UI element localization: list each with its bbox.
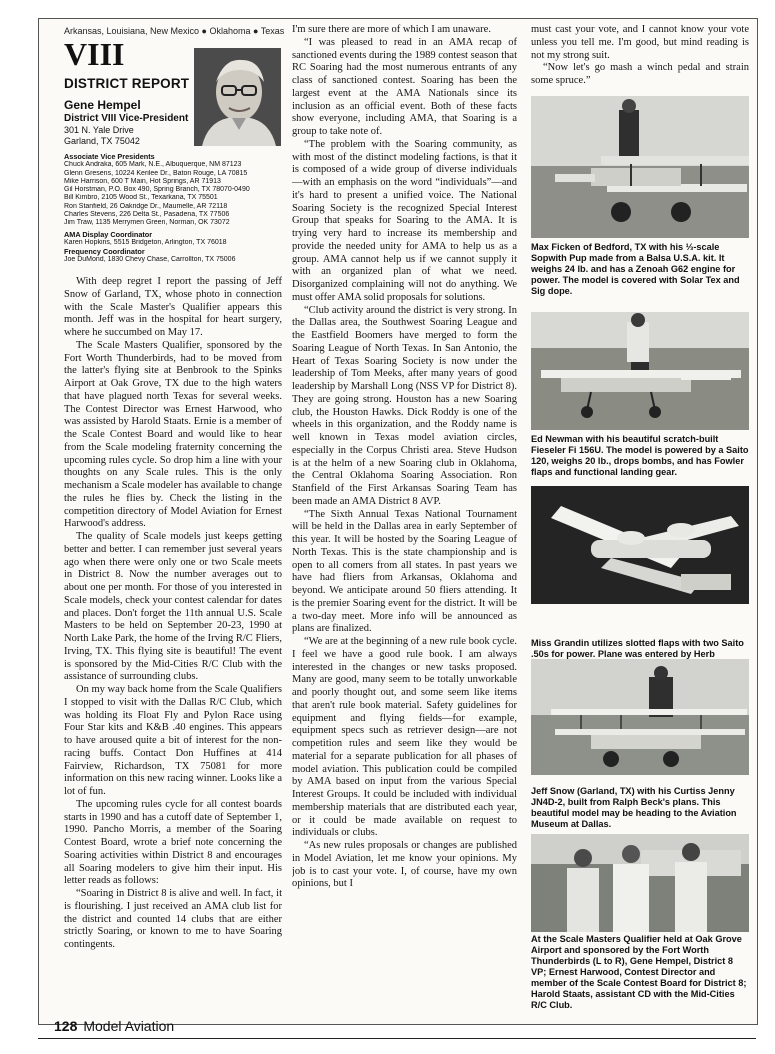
paragraph: With deep regret I report the passing of Jeff Snow of Garland, TX, whose photo in connection with the Scale Master's Qualifier appears this month. Jeff was in the hospital for heart surgery, where he succumbed on May 17. xyxy=(64,276,282,338)
display-coordinator xyxy=(64,231,284,248)
article-column-3 xyxy=(531,24,749,94)
paragraph: “Now let's go mash a winch pedal and strain some spruce.” xyxy=(531,62,749,86)
photo-scale-masters-group xyxy=(531,834,749,932)
display-coordinator-heading: AMA Display Coordinator xyxy=(64,231,153,239)
paragraph: The upcoming rules cycle for all contest boards starts in 1990 and has a cutoff date of September 1, 1990. Pancho Morris, a member of the Soaring Contest Board, wrote a brief note concerning the Soaring activities within District 8 and encourages all Soaring modelers to give him their input. His letter reads as follows: xyxy=(64,798,282,887)
associate-entry: Glenn Gresens, 10224 Kerilee Dr., Baton Rouge, LA 70815 xyxy=(64,169,248,177)
district-states: Arkansas, Louisiana, New Mexico ● Oklahoma ● Texas xyxy=(64,26,285,36)
paragraph: The quality of Scale models just keeps getting better and better. I can remember just several years ago when there were only one or two Scale meets in District 8. Now the number averages out to about one per month. For those of you interested in Scale models, check your contest calendar for dates and places. Don't forget the 11th annual U.S. Scale Masters to be held on September 20-23, 1990 at North Lake Park, the home of the Irving R/C Fliers, Irving, TX. This flying site is beautiful! The event is sponsored by the Mid-Cities R/C Club with the assistance of surrounding clubs. xyxy=(64,531,282,683)
associate-entry: Gil Horstman, P.O. Box 490, Spring Branch, TX 78070-0490 xyxy=(64,186,250,194)
paragraph: “We are at the beginning of a new rule book cycle. I feel we have a good rule book. I am always interested in the changes or new tasks proposed. Many are good, many seem to be totally unworkable and poorly thought out, and some seem like items that aren't rule book material. Safety guidelines for equipment and flying fields—for example, equipment specs such as retriever design—are not competition rules and seem like they would be material for a separate publication for all phases of model aviation. This publication could be compiled by AMA based on input from the various Special Interest Groups. It could be included with individual membership materials that are distributed each year, or it could be made available on request to individuals or clubs. xyxy=(292,636,517,839)
vp-address-line1: 301 N. Yale Drive xyxy=(64,125,134,135)
associate-entry: Mike Harrison, 600 T Main, Hot Springs, AR 71913 xyxy=(64,177,221,185)
article-column-2 xyxy=(292,24,517,1016)
vp-address xyxy=(64,125,140,147)
paragraph: “Soaring in District 8 is alive and well. In fact, it is flourishing. I just received an AMA club list for the district and counted 14 clubs that are either strictly Soaring, or known to me to have Soaring contingents. xyxy=(64,888,282,950)
frequency-coordinator-heading: Frequency Coordinator xyxy=(64,248,145,256)
vp-name: Gene Hempel xyxy=(64,98,141,112)
associate-entry: Chuck Andraka, 605 Mark, N.E., Albuquerque, NM 87123 xyxy=(64,161,242,169)
paragraph: “The Sixth Annual Texas National Tournament will be held in the Dallas area in early September of this year. It will be hosted by the Soaring League of North Texas. This is the state championship and is open to all comers from all states. In past years we have had fliers from Arkansas, Oklahoma and beyond. We anticipate around 50 fliers attending. It is the premier Soaring event for the district. It will be a two-day meet. More info will be announced as plans are finalized. xyxy=(292,508,517,635)
associate-entry: Ron Stanfield, 26 Oakridge Dr., Maumelle, AR 72118 xyxy=(64,202,228,210)
associate-entry: Bill Kimbro, 2105 Wood St., Texarkana, TX 75501 xyxy=(64,194,218,202)
photo-fieseler-storch xyxy=(531,312,749,430)
paragraph: “I was pleased to read in an AMA recap of sanctioned events during the 1989 contest season that RC Soaring had the most numerous entrants of any class of sanctioned contest. Soaring has been the largest event at the AMA Nationals since its inclusion as an official event. Both of these facts show everyone, including AMA, that Soaring is a group to take note of. xyxy=(292,36,517,137)
paragraph: “As new rules proposals or changes are published in Model Aviation, let me know your opinions. My job is to cast your vote. I, of course, have my own opinions, but I xyxy=(292,840,517,890)
frequency-coordinator-entry: Joe DuMond, 1830 Chevy Chase, Carrollton, TX 75006 xyxy=(64,256,236,264)
district-numeral: VIII xyxy=(64,36,125,72)
article-column-1 xyxy=(64,276,282,1032)
photo-caption: Ed Newman with his beautiful scratch-built Fieseler Fi 156U. The model is powered by a Saito 120, weighs 20 lb., drops bombs, and has Fowler flaps and functional landing gear. xyxy=(531,434,749,477)
frequency-coordinator xyxy=(64,248,284,265)
page-footer xyxy=(54,1018,174,1034)
associate-entry: Charles Stevens, 226 Delta St., Pasadena, TX 77506 xyxy=(64,211,230,219)
footer-rule xyxy=(38,1038,756,1039)
paragraph: must cast your vote, and I cannot know your vote unless you tell me. I'm good, but mind reading is not my strong suit. xyxy=(531,24,749,61)
photo-caption: Jeff Snow (Garland, TX) with his Curtiss Jenny JN4D-2, built from Ralph Beck's plans. This beautiful model may be heading to the Aviation Museum at Dallas. xyxy=(531,786,737,829)
paragraph: On my way back home from the Scale Qualifiers I stopped to visit with the Dallas R/C Club, which was holding its Float Fly and Pylon Race using Four Star kits and K&B .40 engines. This appears to have aroused quite a bit of interest for the non-racing buffs. Contact Don Huffines at 414 Fairview, Richardson, TX 75081 for more information on this new racing winner. Looks like a lot of fun. xyxy=(64,684,282,797)
photo-miss-grandin xyxy=(531,486,749,604)
paragraph: I'm sure there are more of which I am unaware. xyxy=(292,24,491,35)
photo-caption: At the Scale Masters Qualifier held at Oak Grove Airport and sponsored by the Fort Worth Thunderbirds (L to R), Gene Hempel, District 8 VP; Ernest Harwood, Contest Director and member of the Scale Contest Board for District 8; Harold Staats, assistant CD with the Mid-Cities R/C Club. xyxy=(531,934,747,1010)
display-coordinator-entry: Karen Hopkins, 5515 Bridgeton, Arlington, TX 76018 xyxy=(64,239,227,247)
vp-address-line2: Garland, TX 75042 xyxy=(64,136,140,146)
vp-title: District VIII Vice-President xyxy=(64,113,189,124)
photo-curtiss-jenny xyxy=(531,659,749,775)
associate-entry: Jim Traw, 1135 Merrymen Green, Norman, OK 73072 xyxy=(64,219,230,227)
photo-sopwith-pup xyxy=(531,96,749,238)
publication-name: Model Aviation xyxy=(83,1018,175,1034)
paragraph: The Scale Masters Qualifier, sponsored by the Fort Worth Thunderbirds, had to be moved from the latter's flying site at Benbrook to the Spinks Airport at Oak Grove, TX due to the high waters that have plagued north Texas for several weeks. The Contest Director was Ernest Harwood, who was assisted by Harold Staats. Ernie is a member of the Scale Contest Board and would like to hear from the Scale modeling fraternity concerning the upcoming rules cycle. So drop him a line with your thoughts on any Scale rules. This is the only mechanism a Scale modeler has available to change the rules he flies by. Check the listing in the competition directory of Model Aviation for Ernest Harwood's address. xyxy=(64,339,282,530)
associate-vps-heading: Associate Vice Presidents xyxy=(64,153,155,161)
photo-caption: Miss Grandin utilizes slotted flaps with two Saito .50s for power. Plane was entered by Herb xyxy=(531,638,744,659)
associate-vps xyxy=(64,153,284,228)
page-number: 128 xyxy=(54,1018,78,1034)
photo-caption: Max Ficken of Bedford, TX with his ⅓-scale Sopwith Pup made from a Balsa U.S.A. kit. It weighs 24 lb. and has a Zenoah G62 engine for power. The model is covered with Solar Tex and Sig dope. xyxy=(531,242,740,296)
paragraph: “Club activity around the district is very strong. In the Dallas area, the Southwest Soaring League and the Eastfield Boomers have merged to form the Soaring League of North Texas. In San Antonio, the Heart of Texas Soaring Society is now under the leadership of Tom Meeks, after many years of good leadership by Marshall Long (NSS VP for District 8). They are going strong. Houston has a new Soaring club, the Houston Hawks. Dick Roddy is one of the wheels in this organization, and the Roddy name is well known in Texas model aviation circles, especially in the Corpus Christi area. Steve Hudson is at the helm of a new Soaring club in Oklahoma, the Central Oklahoma Soaring Association. Ron Stanfield of the First Arkansas Soaring Team has been made an AMA District 8 AVP. xyxy=(292,304,517,507)
report-title: DISTRICT REPORT xyxy=(64,76,190,91)
paragraph: “The problem with the Soaring community, as with most of the distinct modeling factions, is that it is composed of a wide group of diverse individuals—with an emphasis on the word “individuals”—and it's hard to present a unified voice. The National Soaring Society is the recognized Special Interest Group that speaks for Soaring to the AMA. It is trying very hard to increase its membership and provide the needed unity for AMA to help us as a group. AMA cannot help us if we cannot supply it with an organized plan of what we need. Disorganized complaining will not do anything. We must offer AMA solid proposals for solutions. xyxy=(292,138,517,303)
vice-president-portrait xyxy=(194,48,281,146)
